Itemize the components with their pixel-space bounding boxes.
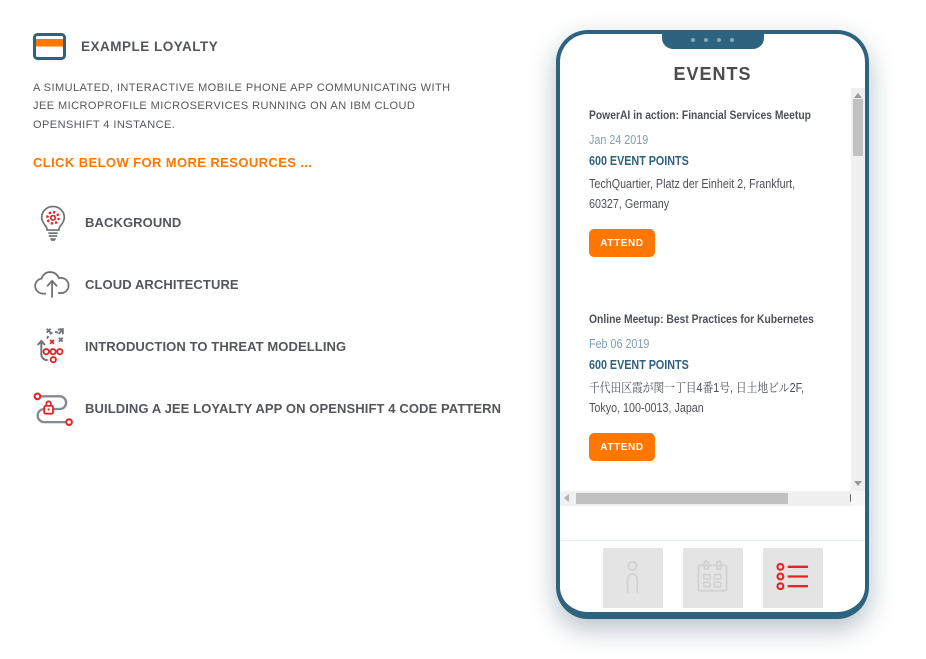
resource-label: CLOUD ARCHITECTURE [85, 276, 239, 292]
event-card [589, 108, 859, 257]
event-points: 600 EVENT POINTS [589, 358, 689, 372]
resource-list [33, 203, 503, 429]
event-address [589, 174, 859, 214]
event-date: Jan 24 2019 [589, 133, 649, 147]
resource-item-threat-modelling[interactable] [33, 327, 503, 367]
events-scroll-area[interactable] [560, 88, 859, 491]
phone-mockup [556, 30, 869, 619]
person-icon [619, 558, 646, 598]
phone-bottom-nav [560, 540, 865, 612]
notch-dot [717, 38, 721, 42]
notch-dot [691, 38, 695, 42]
screen-title: EVENTS [673, 64, 752, 84]
resource-label: BACKGROUND [85, 214, 182, 230]
resource-label: INTRODUCTION TO THREAT MODELLING [85, 338, 347, 354]
page-title: EXAMPLE LOYALTY [81, 39, 219, 54]
lightbulb-gear-icon [33, 203, 73, 243]
attend-button[interactable]: ATTEND [589, 229, 655, 257]
event-address-line: 60327, Germany [589, 197, 670, 211]
resource-item-code-pattern[interactable] [33, 389, 503, 429]
scroll-down-arrow-icon[interactable] [854, 481, 862, 486]
content-panel [33, 33, 503, 451]
nav-events-button[interactable] [763, 548, 823, 608]
notch-dot [730, 38, 734, 42]
resources-heading: CLICK BELOW FOR MORE RESOURCES ... [33, 154, 313, 170]
cloud-upload-icon [33, 265, 73, 305]
event-address-line: 千代田区霞が関一丁目4番1号, 日土地ビル2F, [589, 381, 805, 395]
resource-label: BUILDING A JEE LOYALTY APP ON OPENSHIFT 4 CODE PATTERN [85, 400, 502, 416]
horizontal-scrollbar[interactable] [560, 491, 859, 506]
event-list-icon [775, 561, 810, 595]
scroll-up-arrow-icon[interactable] [854, 93, 862, 98]
header [33, 33, 503, 60]
scrollbar-corner [851, 491, 865, 506]
phone-screen [560, 34, 865, 612]
nav-calendar-button[interactable] [683, 548, 743, 608]
app-description: A SIMULATED, INTERACTIVE MOBILE PHONE APP COMMUNICATING WITH JEE MICROPROFILE MICROSERVICES RUNNING ON AN IBM CLOUD OPENSHIFT 4 INSTANCE. [33, 82, 451, 131]
horizontal-scrollbar-thumb[interactable] [576, 493, 788, 504]
event-title: PowerAI in action: Financial Services Meetup [589, 108, 811, 122]
event-card [589, 312, 859, 461]
phone-notch [662, 30, 764, 49]
nav-profile-button[interactable] [603, 548, 663, 608]
resource-item-background[interactable] [33, 203, 503, 243]
tactics-plan-icon [33, 327, 73, 367]
event-points: 600 EVENT POINTS [589, 154, 689, 168]
loyalty-card-icon [33, 33, 66, 60]
attend-button[interactable]: ATTEND [589, 433, 655, 461]
event-address-line: TechQuartier, Platz der Einheit 2, Frankfurt, [589, 177, 796, 191]
event-date: Feb 06 2019 [589, 337, 650, 351]
event-address [589, 378, 859, 418]
resource-item-cloud-architecture[interactable] [33, 265, 503, 305]
secure-path-icon [33, 389, 73, 429]
vertical-scrollbar-thumb[interactable] [853, 99, 863, 156]
event-title: Online Meetup: Best Practices for Kubernetes [589, 312, 814, 326]
event-address-line: Tokyo, 100-0013, Japan [589, 401, 704, 415]
notch-dot [704, 38, 708, 42]
calendar-icon [696, 560, 729, 596]
vertical-scrollbar[interactable] [851, 88, 865, 491]
scroll-left-arrow-icon[interactable] [564, 494, 569, 502]
